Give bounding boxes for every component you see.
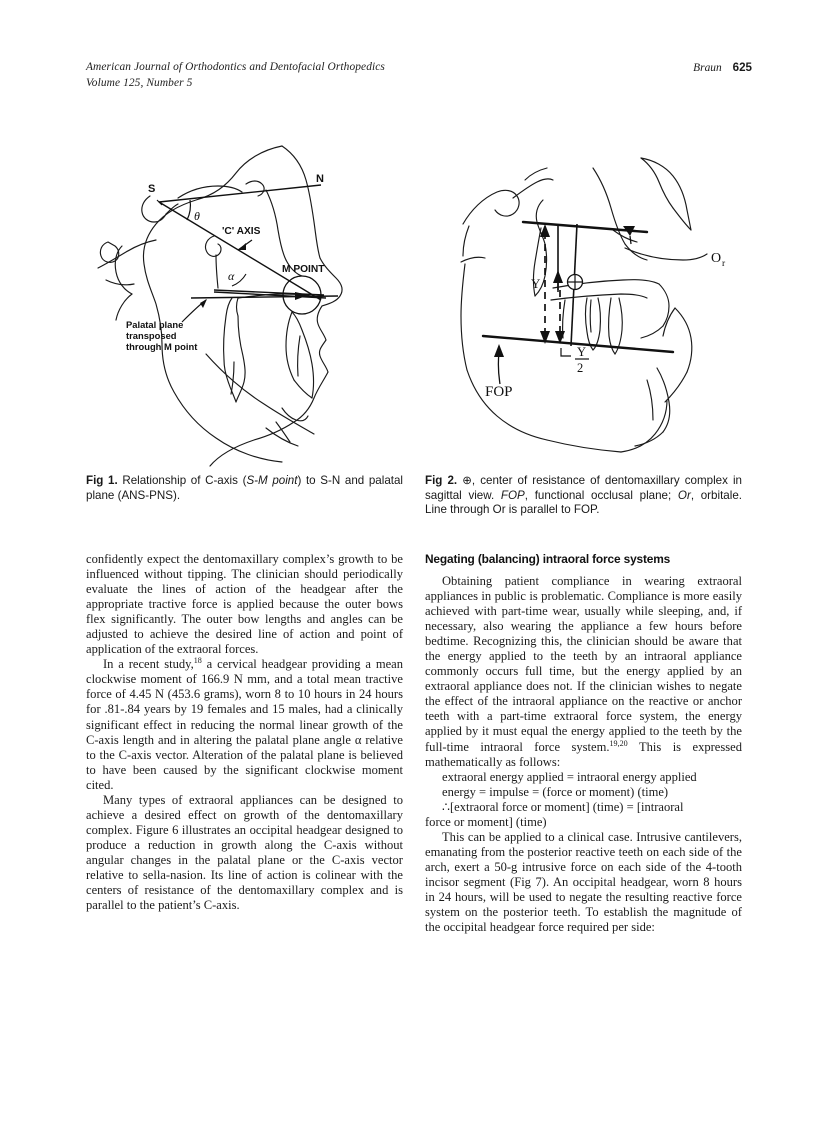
paragraph-recent-study-part1: In a recent study, [103, 657, 194, 672]
figure-2-label-y-half-denominator: 2 [577, 361, 584, 375]
figure-2-image [425, 140, 745, 470]
running-head-journal-line2: Volume 125, Number 5 [86, 76, 193, 89]
figure-1-note-line1: Palatal plane [126, 319, 184, 330]
reference-marker-19-20: 19,20 [609, 738, 628, 748]
equation-line-4: force or moment] (time) [425, 814, 547, 829]
figure-2-label-y-half-numerator: Y [577, 345, 587, 359]
figure-1-label-n: N [316, 173, 324, 185]
figure-1-image [86, 140, 406, 470]
figure-1-label-s: S [148, 183, 156, 195]
running-head-journal-line1: American Journal of Orthodontics and Dentofacial Orthopedics [86, 61, 385, 73]
figure-1-note-line2: transposed [126, 330, 177, 341]
paragraph-confidently: confidently expect the dentomaxillary complex’s growth to be influenced without tipping. The clinician should periodically evaluate the lines of action of the headgear after the appropriate tractive force is applied because the outer bows flex significantly. The outer bow lengths and angles can be adjusted to achieve the desired line of action and point of application of the extraoral forces. [86, 552, 403, 657]
figure-2-caption-label: Fig 2. [425, 474, 458, 487]
paragraph-obtaining-part2: This is expressed mathematically as follows: [425, 739, 742, 769]
running-head-journal [86, 60, 385, 91]
figure-1-label-m-point: M POINT [282, 264, 325, 275]
figure-2-label-fop: FOP [485, 384, 513, 400]
figure-2-caption [425, 474, 742, 518]
equation-line-3: ∴[extraoral force or moment] (time) = [intraoral [442, 799, 684, 814]
paragraph-recent-study-part2: a cervical headgear providing a mean clockwise moment of 166.9 N mm, and a total mean tractive force of 4.45 N (453.6 grams), worn 8 to 10 hours in 24 hours for .81-.84 years by 19 females and 15 males, had a clinically significant effect in reducing the normal linear growth of the C-axis length and in altering the palatal plane angle α relative to the C-axis vector. Alteration of the palatal plane is believed to have been caused by the significant clockwise moment cited. [86, 657, 403, 792]
paragraph-many-types: Many types of extraoral appliances can be designed to achieve a desired effect on growth of the dentomaxillary complex. Figure 6 illustrates an occipital headgear designed to produce a reduction in growth along the C-axis without angular changes in the palatal plane or the C-axis vector relative to sella-nasion. Its line of action is colinear with the centers of resistance of the dentomaxillary complex and is parallel to the patient’s C-axis. [86, 792, 403, 913]
paragraph-obtaining-compliance [425, 574, 742, 770]
paragraph-clinical-case: This can be applied to a clinical case. Intrusive cantilevers, emanating from the posterior reactive teeth on each side of the arch, exert a 50-g intrusive force on each side of the 4-tooth incisor segment (Fig 7). An occipital headgear, worn 8 hours in 24 hours, will be used to negate the resulting reactive force system on the posterior teeth. To establish the magnitude of the occipital headgear force required per side: [425, 829, 742, 935]
figure-2-label-or: O [711, 251, 722, 266]
figure-2-caption-text-b: , orbitale. Line through Or is parallel to FOP. [425, 488, 742, 517]
body-columns [86, 552, 752, 1072]
page-number: 625 [732, 61, 752, 74]
figure-2-caption-text-a: ⊕, center of resistance of dentomaxillary complex in sagittal view. [425, 474, 742, 502]
equation-line-2: energy = impulse = (force or moment) (time) [442, 784, 669, 799]
figure-1-label-theta: θ [194, 209, 200, 223]
figure-2-label-y: Y [531, 276, 541, 291]
figure-2-label-or-subscript: r [722, 259, 726, 269]
equation-line-1: extraoral energy applied = intraoral energy applied [442, 769, 697, 784]
figure-1-caption-label: Fig 1. [86, 474, 118, 487]
equation-block [425, 770, 742, 830]
figure-2-caption-text-mid: , functional occlusal plane; [524, 488, 678, 502]
figure-1-caption-text-a: Relationship of C-axis ( [117, 474, 247, 487]
figure-1-note-line3: through M point [126, 341, 198, 352]
right-column [425, 552, 742, 935]
figure-row [86, 140, 752, 470]
figure-2-caption-italic-or: Or [677, 488, 691, 502]
figure-1-caption [86, 474, 403, 503]
left-column [86, 552, 403, 913]
running-head-right [693, 60, 752, 77]
figure-1-label-alpha: α [228, 269, 235, 283]
section-heading-negating: Negating (balancing) intraoral force systems [425, 552, 671, 566]
figure-1-caption-text-b: ) to S-N and palatal plane (ANS-PNS). [86, 474, 404, 502]
figure-1-label-c-axis: 'C' AXIS [222, 226, 261, 237]
figure-1-caption-italic: S-M point [246, 474, 298, 487]
paragraph-recent-study [86, 657, 403, 792]
figure-2-caption-italic-fop: FOP [500, 488, 525, 502]
running-head [86, 60, 752, 94]
paragraph-obtaining-part1: Obtaining patient compliance in wearing extraoral appliances in public is problematic. Compliance is more easily achieved with part-time wear, usually while sleeping, and, if necessary, also wearing the appliance a few hours before bedtime. Recognizing this, the clinician should be aware that the energy applied to the teeth by an intraoral appliance commonly occurs full time, but the energy applied by an extraoral appliance does not. If the clinician wishes to negate the effect of the intraoral appliance on the reactive or anchor teeth with a part-time extraoral force system, the energy applied by it must equal the energy applied to the teeth by the full-time intraoral force system. [425, 574, 742, 754]
running-head-author: Braun [693, 62, 722, 74]
reference-marker-18: 18 [193, 656, 202, 666]
